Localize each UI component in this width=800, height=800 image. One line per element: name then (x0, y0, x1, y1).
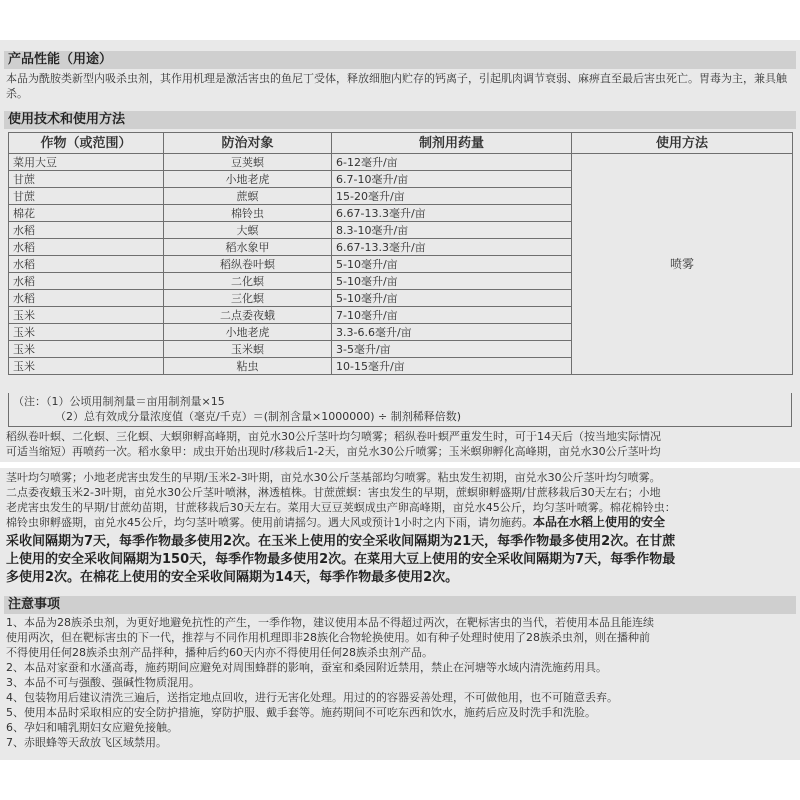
list-item: 使用两次，但在靶标害虫的下一代，推荐与不同作用机理即非28族化合物轮换使用。如有种子处理时使用了28族杀虫剂，则在播种前 (6, 631, 650, 644)
cell-crop: 水稻 (9, 256, 164, 273)
cell-dose: 7-10毫升/亩 (332, 307, 572, 324)
cell-crop: 玉米 (9, 324, 164, 341)
usage-table (8, 132, 793, 375)
cell-target: 玉米螟 (164, 341, 332, 358)
cell-target: 大螟 (164, 222, 332, 239)
precautions-list (6, 615, 792, 750)
usage-notes (8, 393, 792, 427)
cell-dose: 6.67-13.3毫升/亩 (332, 205, 572, 222)
list-item: 5、使用本品时采取相应的安全防护措施，穿防护服、戴手套等。施药期间不可吃东西和饮水，施药后应及时洗手和洗脸。 (6, 706, 596, 719)
list-item: 2、本品对家蚕和水溞高毒，施药期间应避免对周围蜂群的影响，蚕室和桑园附近禁用，禁止在河塘等水域内清洗施药用具。 (6, 661, 607, 674)
cell-target: 豆荚螟 (164, 154, 332, 171)
cell-dose: 3.3-6.6毫升/亩 (332, 324, 572, 341)
list-item: 4、包装物用后建议清洗三遍后，送指定地点回收，进行无害化处理。用过的的容器妥善处理，不可做他用，也不可随意丢弃。 (6, 691, 618, 704)
cell-dose: 10-15毫升/亩 (332, 358, 572, 375)
cell-target: 二点委夜蛾 (164, 307, 332, 324)
list-item: 3、本品不可与强酸、强碱性物质混用。 (6, 676, 200, 689)
cell-target: 小地老虎 (164, 324, 332, 341)
cell-crop: 菜用大豆 (9, 154, 164, 171)
note-line: （2）总有效成分量浓度值（毫克/千克）＝(制剂含量×1000000) ÷ 制剂稀释倍数) (55, 410, 461, 423)
text-line: 采收间隔期为7天，每季作物最多使用2次。在玉米上使用的安全采收间隔期为21天，每季作物最多使用2次。在甘蔗 (6, 534, 676, 549)
header-crop: 作物（或范围） (9, 133, 164, 154)
cell-dose: 5-10毫升/亩 (332, 256, 572, 273)
cell-crop: 水稻 (9, 222, 164, 239)
text-line: 稻纵卷叶螟、二化螟、三化螟、大螟卵孵高峰期，亩兑水30公斤茎叶均匀喷雾；稻纵卷叶螟严重发生时，可于14天后（按当地实际情况 (6, 430, 661, 443)
cell-crop: 玉米 (9, 341, 164, 358)
cell-target: 稻水象甲 (164, 239, 332, 256)
note-line: （注：（1）公顷用制剂量＝亩用制剂量×15 (13, 395, 225, 408)
text-line: 可适当缩短）再喷药一次。稻水象甲：成虫开始出现时/移栽后1-2天，亩兑水30公斤喷雾；玉米螟卵孵化高峰期，亩兑水30公斤茎叶均 (6, 445, 661, 458)
cell-crop: 玉米 (9, 307, 164, 324)
cell-target: 二化螟 (164, 273, 332, 290)
cell-dose: 5-10毫升/亩 (332, 273, 572, 290)
cell-target: 棉铃虫 (164, 205, 332, 222)
cell-target: 蔗螟 (164, 188, 332, 205)
photo-seam (0, 462, 800, 468)
list-item: 6、孕妇和哺乳期妇女应避免接触。 (6, 721, 178, 734)
cell-target: 粘虫 (164, 358, 332, 375)
cell-target: 稻纵卷叶螟 (164, 256, 332, 273)
cell-dose: 8.3-10毫升/亩 (332, 222, 572, 239)
cell-crop: 水稻 (9, 273, 164, 290)
cell-target: 小地老虎 (164, 171, 332, 188)
usage-heading: 使用技术和使用方法 (4, 111, 796, 129)
cell-dose: 6.67-13.3毫升/亩 (332, 239, 572, 256)
cell-dose: 6-12毫升/亩 (332, 154, 572, 171)
cell-crop: 水稻 (9, 290, 164, 307)
cell-crop: 甘蔗 (9, 171, 164, 188)
instructions-para-1 (6, 429, 792, 459)
text-line: 茎叶均匀喷雾；小地老虎害虫发生的早期/玉米2-3叶期，亩兑水30公斤茎基部均匀喷雾。粘虫发生初期，亩兑水30公斤茎叶均匀喷雾。 (6, 471, 661, 484)
cell-dose: 15-20毫升/亩 (332, 188, 572, 205)
text-line: 二点委夜蛾玉米2-3叶期，亩兑水30公斤茎叶喷淋，淋透植株。甘蔗蔗螟：害虫发生的早期，蔗螟卵孵盛期/甘蔗移栽后30天左右；小地 (6, 486, 661, 499)
cell-method: 喷雾 (572, 154, 793, 375)
text-line: 棉铃虫卵孵盛期，亩兑水45公斤，均匀茎叶喷雾。使用前请摇匀。遇大风或预计1小时之内下雨，请勿施药。 (6, 516, 533, 529)
cell-crop: 甘蔗 (9, 188, 164, 205)
header-target: 防治对象 (164, 133, 332, 154)
text-line: 老虎害虫发生的早期/甘蔗幼苗期，甘蔗移栽后30天左右。菜用大豆豆荚螟成虫产卵高峰期，亩兑水45公斤，均匀茎叶喷雾。棉花棉铃虫： (6, 501, 676, 514)
text-line: 上使用的安全采收间隔期为150天，每季作物最多使用2次。在菜用大豆上使用的安全采收间隔期为7天，每季作物最 (6, 552, 676, 567)
header-method: 使用方法 (572, 133, 793, 154)
text-line: 多使用2次。在棉花上使用的安全采收间隔期为14天，每季作物最多使用2次。 (6, 570, 459, 585)
usage-table-header (9, 133, 793, 154)
table-row (9, 154, 793, 171)
cell-dose: 5-10毫升/亩 (332, 290, 572, 307)
cell-dose: 3-5毫升/亩 (332, 341, 572, 358)
precautions-heading: 注意事项 (4, 596, 796, 614)
header-dose: 制剂用药量 (332, 133, 572, 154)
safety-interval-text (6, 533, 792, 587)
cell-crop: 棉花 (9, 205, 164, 222)
list-item: 7、赤眼蜂等天敌放飞区域禁用。 (6, 736, 167, 749)
performance-text: 本品为酰胺类新型内吸杀虫剂，其作用机理是激活害虫的鱼尼丁受体，释放细胞内贮存的钙离子，引起肌肉调节衰弱、麻痹直至最后害虫死亡。胃毒为主，兼具触杀。 (6, 72, 787, 100)
safety-interval-start: 本品在水稻上使用的安全 (533, 515, 666, 529)
list-item: 不得使用任何28族杀虫剂产品拌种，播种后约60天内亦不得使用任何28族杀虫剂产品。 (6, 646, 433, 659)
list-item: 1、本品为28族杀虫剂，为更好地避免抗性的产生，一季作物，建议使用本品不得超过两次，在靶标害虫的当代，若使用本品且能连续 (6, 616, 654, 629)
cell-target: 三化螟 (164, 290, 332, 307)
cell-crop: 水稻 (9, 239, 164, 256)
performance-heading: 产品性能（用途） (4, 51, 796, 69)
cell-crop: 玉米 (9, 358, 164, 375)
cell-dose: 6.7-10毫升/亩 (332, 171, 572, 188)
instructions-para-2 (6, 470, 792, 530)
